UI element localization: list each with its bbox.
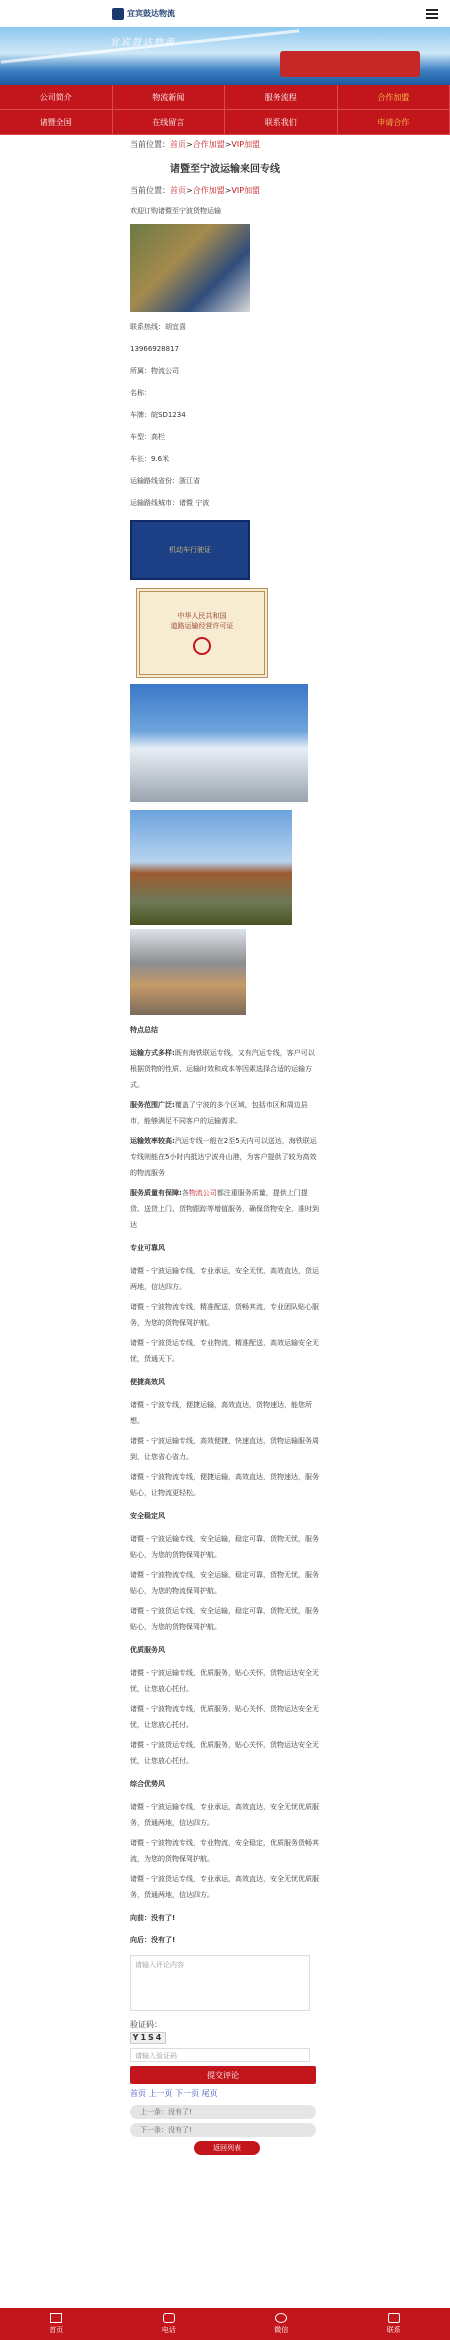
section-para: 诸暨 - 宁波运输专线，专业承运，高效直达，安全无忧优质服务，货通两地，信达四方。 [130,1803,319,1827]
warehouse-photo [130,224,250,312]
next-article: 向后：没有了! [130,1936,176,1944]
footer-contact[interactable] [338,2308,450,2340]
info-line: 所属：物流公司 [130,367,179,375]
page-title: 诸暨至宁波运输来回专线 [170,164,280,175]
captcha-image[interactable]: Y1S4 [130,2032,166,2044]
transport-permit-image [136,588,268,678]
nav-item[interactable]: 公司简介 [0,85,113,110]
info-line: 运输路线省份：浙江省 [130,477,200,485]
info-line: 联系热线：胡宜喜 [130,323,186,331]
home-icon [50,2313,62,2323]
banner-slogan: 宜宾鼓达物流 [110,38,177,48]
footer-label: 电话 [161,2326,176,2334]
nav-item[interactable]: 申请合作 [338,110,450,135]
nav-item[interactable]: 合作加盟 [338,85,450,110]
footer-home[interactable] [0,2308,113,2340]
section-para: 诸暨 - 宁波物流专线，便捷运输，高效直达，货物速达，服务贴心，让物流更轻松。 [130,1473,319,1497]
section-heading: 综合优势风 [130,1780,165,1788]
breadcrumb-sep: > [186,186,193,195]
breadcrumb-category-link[interactable]: 合作加盟 [192,140,225,149]
section-para: 诸暨 - 宁波货运专线，优质服务，贴心关怀，货物运达安全无忧，让您放心托付。 [130,1741,319,1765]
nav-item[interactable]: 服务流程 [225,85,338,110]
nav-item[interactable]: 诸暨全国 [0,110,113,135]
nav-item[interactable]: 联系我们 [225,110,338,135]
phone-icon [163,2313,175,2323]
logo[interactable] [112,8,175,20]
breadcrumb-home-link[interactable]: 首页 [170,140,186,149]
company-link[interactable]: 物流公司 [188,1189,217,1197]
breadcrumb-prefix: 当前位置： [130,140,170,149]
submit-comment-button[interactable]: 提交评论 [130,2066,316,2084]
section-para: 诸暨 - 宁波专线，便捷运输，高效直达，货物速达，能您所想。 [130,1401,312,1425]
main-content [0,135,450,2155]
main-nav [0,85,450,135]
breadcrumb-sep: > [224,186,232,195]
footer-phone[interactable] [113,2308,226,2340]
pagination[interactable]: 首页 上一页 下一页 尾页 [130,2089,218,2098]
welcome-text: 欢迎订购诸暨至宁波货物运输 [130,207,221,215]
feature-item [130,1045,320,1093]
next-item-link[interactable]: 下一条：没有了! [130,2123,316,2137]
wechat-icon [275,2313,287,2323]
nav-item[interactable]: 在线留言 [113,110,226,135]
feature-item [130,1133,320,1181]
breadcrumb-sub-link[interactable]: VIP加盟 [231,140,261,149]
info-line: 运输路线城市：诸暨 宁波 [130,499,210,507]
feature-text: 汽运专线一般在2至5天内可以送达，海铁联运专线则能在5小时内抵达宁波舟山港，为客户提供了较为高效的物流服务 [130,1137,317,1177]
feature-title: 服务质量有保障: [130,1189,182,1197]
feature-title: 运输方式多样: [130,1049,175,1057]
section-para: 诸暨 - 宁波物流专线，安全运输，稳定可靠，货物无忧，服务贴心，为您的物流保驾护航。 [130,1571,319,1595]
section-para: 诸暨 - 宁波货运专线，专业承运，高效直达，安全无忧优质服务，货通两地，信达四方。 [130,1875,319,1899]
footer-label: 联系 [386,2326,401,2334]
truck-fleet-photo [130,684,308,802]
info-line: 13966928817 [130,345,179,353]
permit-text: 道路运输经营许可证 [170,622,234,630]
verify-label: 验证码： [130,2020,162,2029]
info-line: 名称： [130,389,151,397]
info-line: 车长：9.6米 [130,455,170,463]
info-line: 车牌：皖SD1234 [130,411,186,419]
menu-icon[interactable] [426,9,438,19]
feature-item [130,1185,320,1233]
breadcrumb-prefix: 当前位置： [130,186,170,195]
section-para: 诸暨 - 宁波货运专线，安全运输，稳定可靠，货物无忧，服务贴心，为您的货物保驾护航。 [130,1607,319,1631]
seal-icon [193,637,211,655]
section-para: 诸暨 - 宁波货运专线，专业物流，精准配送，高效运输安全无忧，货通天下。 [130,1339,319,1363]
feature-text: 覆盖了宁波的多个区域，包括市区和周边县市，能够满足不同客户的运输需求。 [130,1101,308,1125]
features-heading: 特点总结 [130,1026,158,1034]
section-heading: 优质服务风 [130,1646,165,1654]
footer-label: 首页 [49,2326,64,2334]
section-heading: 专业可靠风 [130,1244,165,1252]
prev-item-link[interactable]: 上一条：没有了! [130,2105,316,2119]
footer-label: 微信 [274,2326,289,2334]
loading-photo [130,929,246,1015]
logo-text: 宜宾鼓达物流 [127,9,175,18]
section-para: 诸暨 - 宁波运输专线，高效便捷，快速直达，货物运输服务周到，让您省心省力。 [130,1437,319,1461]
section-heading: 安全稳定风 [130,1512,165,1520]
vehicle-license-image: 机动车行驶证 [130,520,250,580]
comment-textarea[interactable]: 请输入评论内容 [130,1955,310,2011]
section-para: 诸暨 - 宁波物流专线，专业物流，安全稳定，优质服务货畅其流，为您的货物保驾护航。 [130,1839,319,1863]
nav-item[interactable]: 物流新闻 [113,85,226,110]
footer-wechat[interactable] [225,2308,338,2340]
section-para: 诸暨 - 宁波运输专线，安全运输，稳定可靠，货物无忧，服务贴心，为您的货物保驾护航。 [130,1535,319,1559]
top-bar [0,0,450,27]
verify-code-input[interactable]: 请输入验证码 [130,2048,310,2062]
feature-text: 都注重服务质量，提供上门提货、送货上门、货物跟踪等增值服务，确保货物安全、准时到达 [130,1189,319,1229]
section-heading: 便捷高效风 [130,1378,165,1386]
breadcrumb-category-link[interactable]: 合作加盟 [192,186,225,195]
feature-item [130,1097,320,1129]
breadcrumb-2 [130,181,320,200]
banner [0,27,450,85]
breadcrumb-sep: > [224,140,232,149]
feature-title: 运输效率较高: [130,1137,175,1145]
breadcrumb-sub-link[interactable]: VIP加盟 [231,186,261,195]
info-line: 车型：高栏 [130,433,165,441]
back-to-list-button[interactable]: 返回列表 [194,2141,260,2155]
banner-truck [280,51,420,77]
section-para: 诸暨 - 宁波物流专线，精准配送，货畅其流，专业团队贴心服务，为您的货物保驾护航。 [130,1303,319,1327]
prev-article: 向前：没有了! [130,1914,176,1922]
breadcrumb [130,135,320,154]
logo-icon [112,8,124,20]
feature-title: 服务范围广泛: [130,1101,175,1109]
breadcrumb-home-link[interactable]: 首页 [170,186,186,195]
permit-title: 中华人民共和国 [177,612,227,620]
section-para: 诸暨 - 宁波运输专线，优质服务，贴心关怀，货物运达安全无忧，让您放心托付。 [130,1669,319,1693]
bottom-nav [0,2308,450,2340]
feature-text-pre: 各 [181,1189,189,1197]
feature-text: 既有海铁联运专线，又有汽运专线，客户可以根据货物的性质、运输时效和成本等因素选择合适的运输方式。 [130,1049,315,1089]
section-para: 诸暨 - 宁波运输专线，专业承运，安全无忧，高效直达，货运两地，信达四方。 [130,1267,319,1291]
mail-icon [388,2313,400,2323]
section-para: 诸暨 - 宁波物流专线，优质服务，贴心关怀，货物运达安全无忧，让您放心托付。 [130,1705,319,1729]
breadcrumb-sep: > [186,140,193,149]
truck-road-photo [130,810,292,925]
